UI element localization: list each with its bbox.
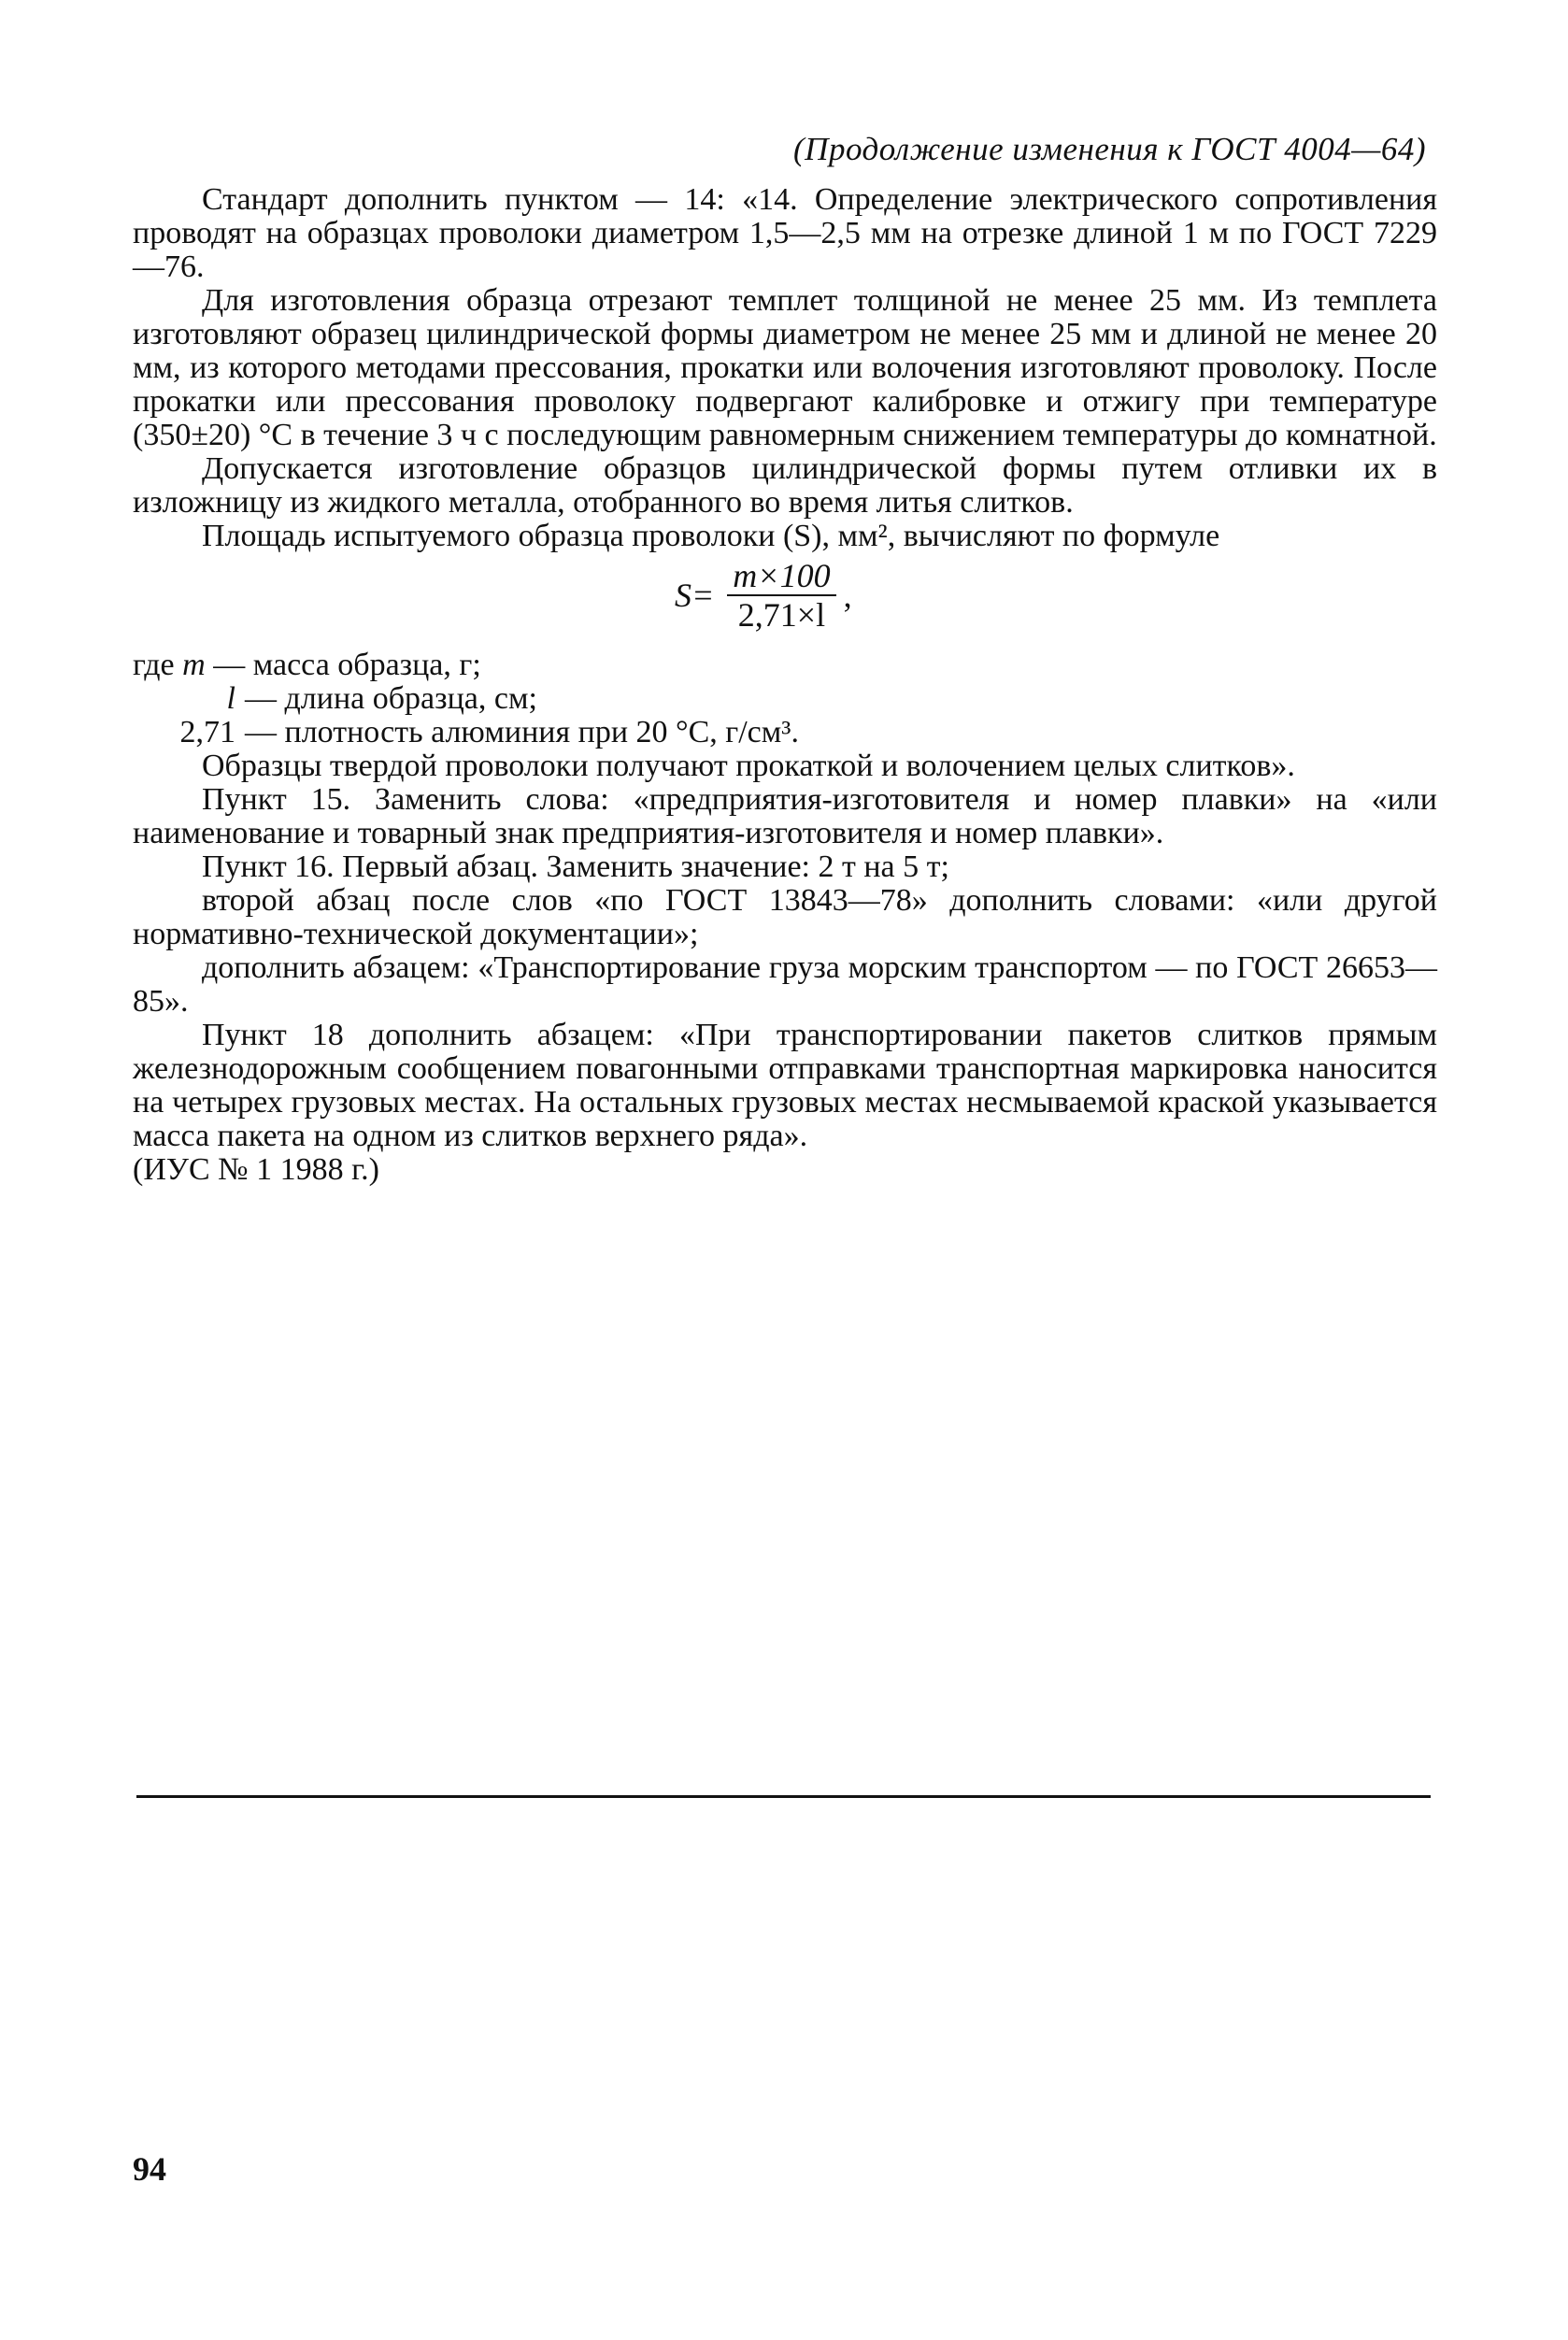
continuation-header: (Продолжение изменения к ГОСТ 4004—64): [793, 131, 1426, 167]
document-body: [133, 183, 1437, 1187]
paragraph-clause-16: Пункт 16. Первый абзац. Заменить значение: 2 т на 5 т;: [202, 849, 949, 884]
paragraph-hard-wire: Образцы твердой проволоки получают прокаткой и волочением целых слитков».: [202, 749, 1295, 783]
legend-description: — масса образца, г;: [213, 648, 481, 682]
formula-legend: [133, 649, 1437, 749]
area-formula: [133, 559, 1437, 645]
legend-symbol: m: [182, 648, 206, 682]
formula-lhs: S=: [675, 577, 715, 614]
paragraph-clause-16-second: второй абзац после слов «по ГОСТ 13843—78» дополнить словами: «или другой нормативно-технической документации»;: [133, 883, 1437, 951]
page-number: 94: [133, 2150, 166, 2188]
formula-fraction: [727, 559, 835, 632]
paragraph-area-formula-intro: Площадь испытуемого образца проволоки (S), мм², вычисляют по формуле: [202, 519, 1220, 553]
legend-symbol: 2,71: [179, 715, 235, 749]
formula-numerator: m×100: [727, 559, 835, 596]
paragraph-sample-preparation: Для изготовления образца отрезают темплет толщиной не менее 25 мм. Из темплета изготовляют образец цилиндрической формы диаметром не менее 25 мм и длиной не менее 20 мм, из которого методами прессования, прокатки или волочения изготовляют проволоку. После прокатки или прессования проволоку подвергают калибровке и отжигу при температуре (350±20) °С в течение 3 ч с последующим равномерным снижением температуры до комнатной.: [133, 283, 1437, 452]
legend-row: [133, 682, 1437, 716]
formula-trail: ,: [843, 577, 852, 614]
legend-symbol: l: [226, 681, 235, 716]
paragraph-clause-15: Пункт 15. Заменить слова: «предприятия-изготовителя и номер плавки» на «или наименование и товарный знак предприятия-изготовителя и номер плавки».: [133, 782, 1437, 850]
paragraph-clause-18: Пункт 18 дополнить абзацем: «При транспортировании пакетов слитков прямым железнодорожным сообщением повагонными отправками транспортная маркировка наносится на четырех грузовых местах. На остальных грузовых местах несмываемой краской указывается масса пакета на одном из слитков верхнего ряда».: [133, 1018, 1437, 1153]
legend-lead: где: [133, 648, 175, 682]
formula-denominator: 2,71×l: [737, 596, 826, 634]
paragraph-casting: Допускается изготовление образцов цилиндрической формы путем отливки их в изложницу из жидкого металла, отобранного во время литья слитков.: [133, 451, 1437, 520]
citation: (ИУС № 1 1988 г.): [133, 1152, 379, 1187]
paragraph-clause-14: Стандарт дополнить пунктом — 14: «14. Определение электрического сопротивления проводят на образцах проволоки диаметром 1,5—2,5 мм на отрезке длиной 1 м по ГОСТ 7229—76.: [133, 182, 1437, 284]
paragraph-clause-16-addition: дополнить абзацем: «Транспортирование груза морским транспортом — по ГОСТ 26653—85».: [133, 950, 1437, 1019]
separator-rule: [136, 1795, 1431, 1798]
legend-description: — плотность алюминия при 20 °С, г/см³.: [245, 715, 799, 749]
legend-description: — длина образца, см;: [245, 681, 537, 716]
legend-row: [133, 649, 1437, 682]
legend-row: [133, 716, 1437, 749]
